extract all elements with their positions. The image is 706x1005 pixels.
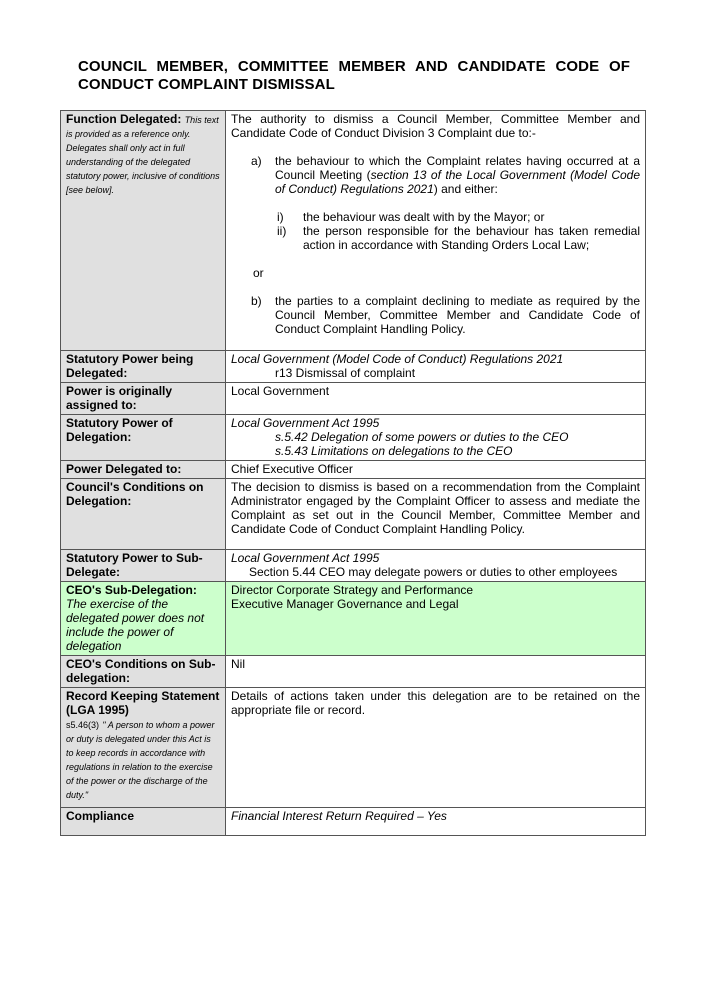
ceo-sub-delegation-label: CEO's Sub-Delegation: [66,583,197,597]
power-of-delegation-line3: s.5.43 Limitations on delegations to the CEO [275,444,513,458]
ceo-conditions-value: Nil [226,656,646,688]
item-a-marker: a) [251,154,262,168]
item-ii-marker: ii) [277,224,287,238]
record-keeping-label-cell [61,688,226,808]
council-conditions-label: Council's Conditions on Delegation: [61,479,226,550]
statutory-power-line1: Local Government (Model Code of Conduct) Regulations 2021 [231,352,564,366]
record-keeping-note: " A person to whom a power or duty is delegated under this Act is to keep records in accordance with regulations in relation to the exercise of the power or the discharge of the duty." [66,720,215,800]
function-delegated-label: Function Delegated: [66,112,182,126]
item-a-text-2: ) and either: [433,182,498,196]
row-compliance [61,808,646,836]
compliance-value: Financial Interest Return Required – Yes [226,808,646,836]
document-title: COUNCIL MEMBER, COMMITTEE MEMBER AND CANDIDATE CODE OF CONDUCT COMPLAINT DISMISSAL [78,58,630,93]
item-ii-text: the person responsible for the behaviour has taken remedial action in accordance with Standing Orders Local Law; [303,224,640,252]
statutory-power-label: Statutory Power being Delegated: [61,351,226,383]
compliance-label: Compliance [61,808,226,836]
ceo-sub-delegation-label-cell [61,582,226,656]
row-ceo-conditions [61,656,646,688]
record-keeping-label: Record Keeping Statement (LGA 1995) [66,689,220,717]
statutory-power-value-cell [226,351,646,383]
sub-delegate-power-value-cell [226,550,646,582]
record-keeping-note-ref: s5.46(3) [66,720,100,730]
power-of-delegation-value-cell [226,415,646,461]
ceo-sub-delegation-value-cell [226,582,646,656]
record-keeping-value: Details of actions taken under this delegation are to be retained on the appropriate file or record. [226,688,646,808]
ceo-sub-delegation-note: The exercise of the delegated power does not include the power of delegation [66,597,205,653]
function-delegated-note: This text is provided as a reference only. Delegates shall only act in full understanding of the delegated statutory power, inclusive of conditions [see below]. [66,115,220,195]
delegated-to-label: Power Delegated to: [61,461,226,479]
power-of-delegation-line2: s.5.42 Delegation of some powers or duties to the CEO [275,430,569,444]
item-i-text: the behaviour was dealt with by the Mayor; or [303,210,545,224]
sub-delegate-power-line2: Section 5.44 CEO may delegate powers or duties to other employees [249,565,618,579]
row-record-keeping [61,688,646,808]
row-sub-delegate-power [61,550,646,582]
row-originally-assigned [61,383,646,415]
item-b-marker: b) [251,294,262,308]
item-a-text-1: the behaviour to which the Complaint relates having occurred at a Council Meeting ( [275,154,640,182]
power-of-delegation-line1: Local Government Act 1995 [231,416,380,430]
row-statutory-power [61,351,646,383]
statutory-power-line2: r13 Dismissal of complaint [275,366,416,380]
row-ceo-sub-delegation [61,582,646,656]
delegation-table [60,110,646,836]
function-intro: The authority to dismiss a Council Member, Committee Member and Candidate Code of Conduct Division 3 Complaint due to:- [231,112,640,140]
row-council-conditions [61,479,646,550]
function-or: or [253,266,264,280]
ceo-sub-delegation-line1: Director Corporate Strategy and Performance [231,583,474,597]
function-item-b [251,294,640,336]
function-item-ii [277,224,640,252]
row-delegated-to [61,461,646,479]
function-item-a [251,154,640,196]
sub-delegate-power-line1: Local Government Act 1995 [231,551,380,565]
delegated-to-value: Chief Executive Officer [226,461,646,479]
originally-assigned-label: Power is originally assigned to: [61,383,226,415]
function-delegated-value-cell [226,111,646,351]
row-function-delegated [61,111,646,351]
function-item-i [277,210,640,224]
item-b-text: the parties to a complaint declining to mediate as required by the Council Member, Committee Member and Candidate Code of Conduct Complaint Handling Policy. [275,294,640,336]
row-power-of-delegation [61,415,646,461]
function-delegated-label-cell [61,111,226,351]
ceo-sub-delegation-line2: Executive Manager Governance and Legal [231,597,459,611]
item-a-text-italic: section 13 of the Local Government (Model Code of Conduct) Regulations 2021 [275,168,641,196]
sub-delegate-power-label: Statutory Power to Sub-Delegate: [61,550,226,582]
ceo-conditions-label: CEO's Conditions on Sub-delegation: [61,656,226,688]
council-conditions-value: The decision to dismiss is based on a recommendation from the Complaint Administrator engaged by the Complaint Officer to assess and mediate the Complaint as set out in the Council Member, Committee Member and Candidate Code of Conduct Complaint Handling Policy. [226,479,646,550]
originally-assigned-value: Local Government [226,383,646,415]
power-of-delegation-label: Statutory Power of Delegation: [61,415,226,461]
item-i-marker: i) [277,210,284,224]
